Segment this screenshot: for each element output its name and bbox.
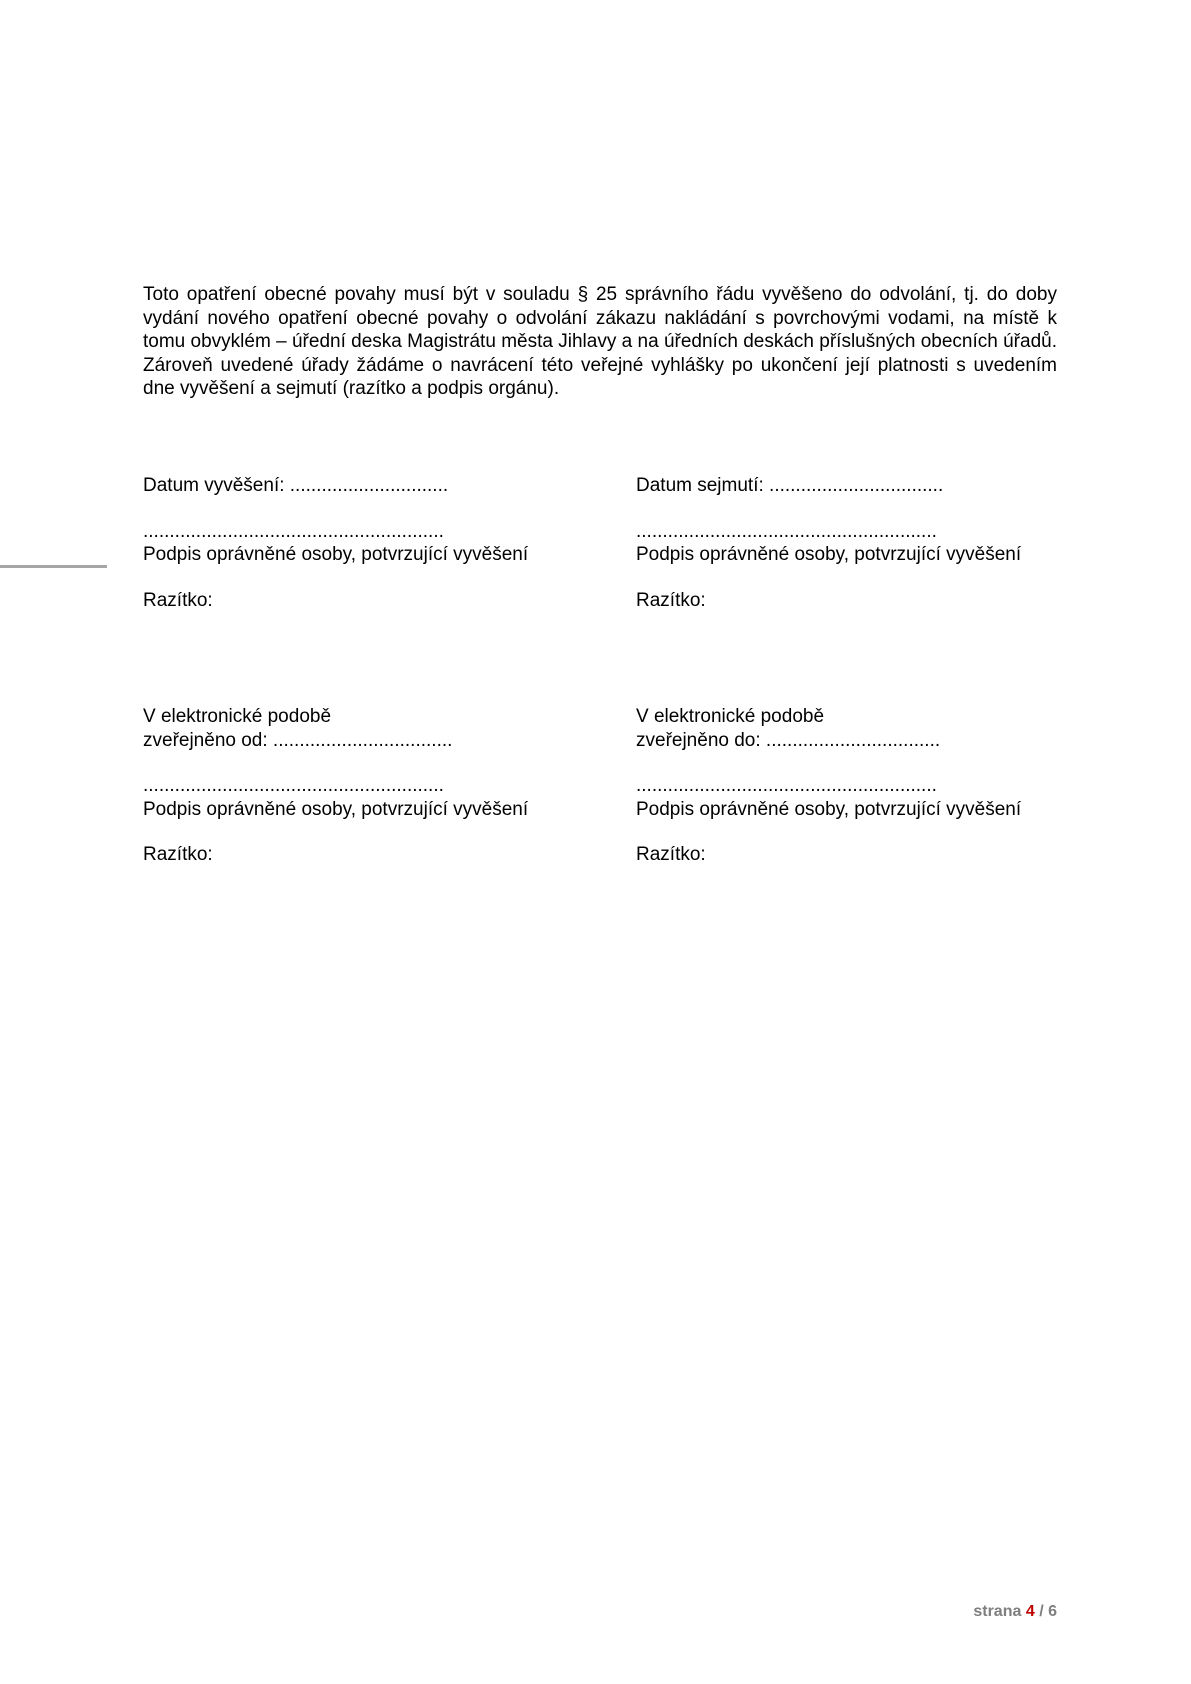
signature-label: Podpis oprávněné osoby, potvrzující vyvěšení (636, 798, 1022, 820)
stamp-label: Razítko: (636, 589, 706, 611)
stamp-label: Razítko: (143, 844, 213, 865)
signature-dots: ......................................................... (636, 520, 937, 542)
stamp-label: Razítko: (143, 589, 213, 611)
published-from-label: zveřejněno od: .................................. (143, 729, 453, 751)
intro-paragraph: Toto opatření obecné povahy musí být v souladu § 25 správního řádu vyvěšeno do odvolání, tj. do doby vydání nového opatření obecné povahy o odvolání zákazu nakládání s povrchovými vodami, na místě k tomu obvyklém – úřední deska Magistrátu města Jihlavy a na úředních deskách příslušných obecních úřadů. Zároveň uvedené úřady žádáme o navrácení této veřejné vyhlášky po ukončení její platnosti s uvedením dne vyvěšení a sejmutí (razítko a podpis orgánu). (143, 284, 1057, 399)
page-number (973, 1603, 1057, 1621)
signature-label: Podpis oprávněné osoby, potvrzující vyvěšení (636, 544, 1022, 565)
signature-dots: ......................................................... (143, 775, 444, 796)
posting-left-block (143, 474, 603, 612)
total-pages: 6 (1048, 1603, 1057, 1620)
removal-right-block (636, 474, 1096, 612)
page-prefix: strana (973, 1603, 1022, 1620)
posting-date-label: Datum vyvěšení: .............................. (143, 475, 449, 496)
margin-divider (0, 565, 107, 568)
electronic-heading: V elektronické podobě (636, 706, 825, 727)
published-until-label: zveřejněno do: ................................. (636, 729, 941, 751)
signature-dots: ......................................................... (636, 775, 937, 796)
electronic-right-block (636, 705, 1096, 867)
page-separator: / (1039, 1603, 1044, 1620)
electronic-heading: V elektronické podobě (143, 706, 332, 727)
electronic-left-block (143, 705, 603, 867)
signature-dots: ......................................................... (143, 520, 444, 542)
stamp-label: Razítko: (636, 844, 706, 865)
removal-date-label: Datum sejmutí: ................................. (636, 475, 944, 496)
signature-label: Podpis oprávněné osoby, potvrzující vyvěšení (143, 798, 529, 820)
current-page: 4 (1025, 1603, 1035, 1620)
signature-label: Podpis oprávněné osoby, potvrzující vyvěšení (143, 544, 529, 565)
